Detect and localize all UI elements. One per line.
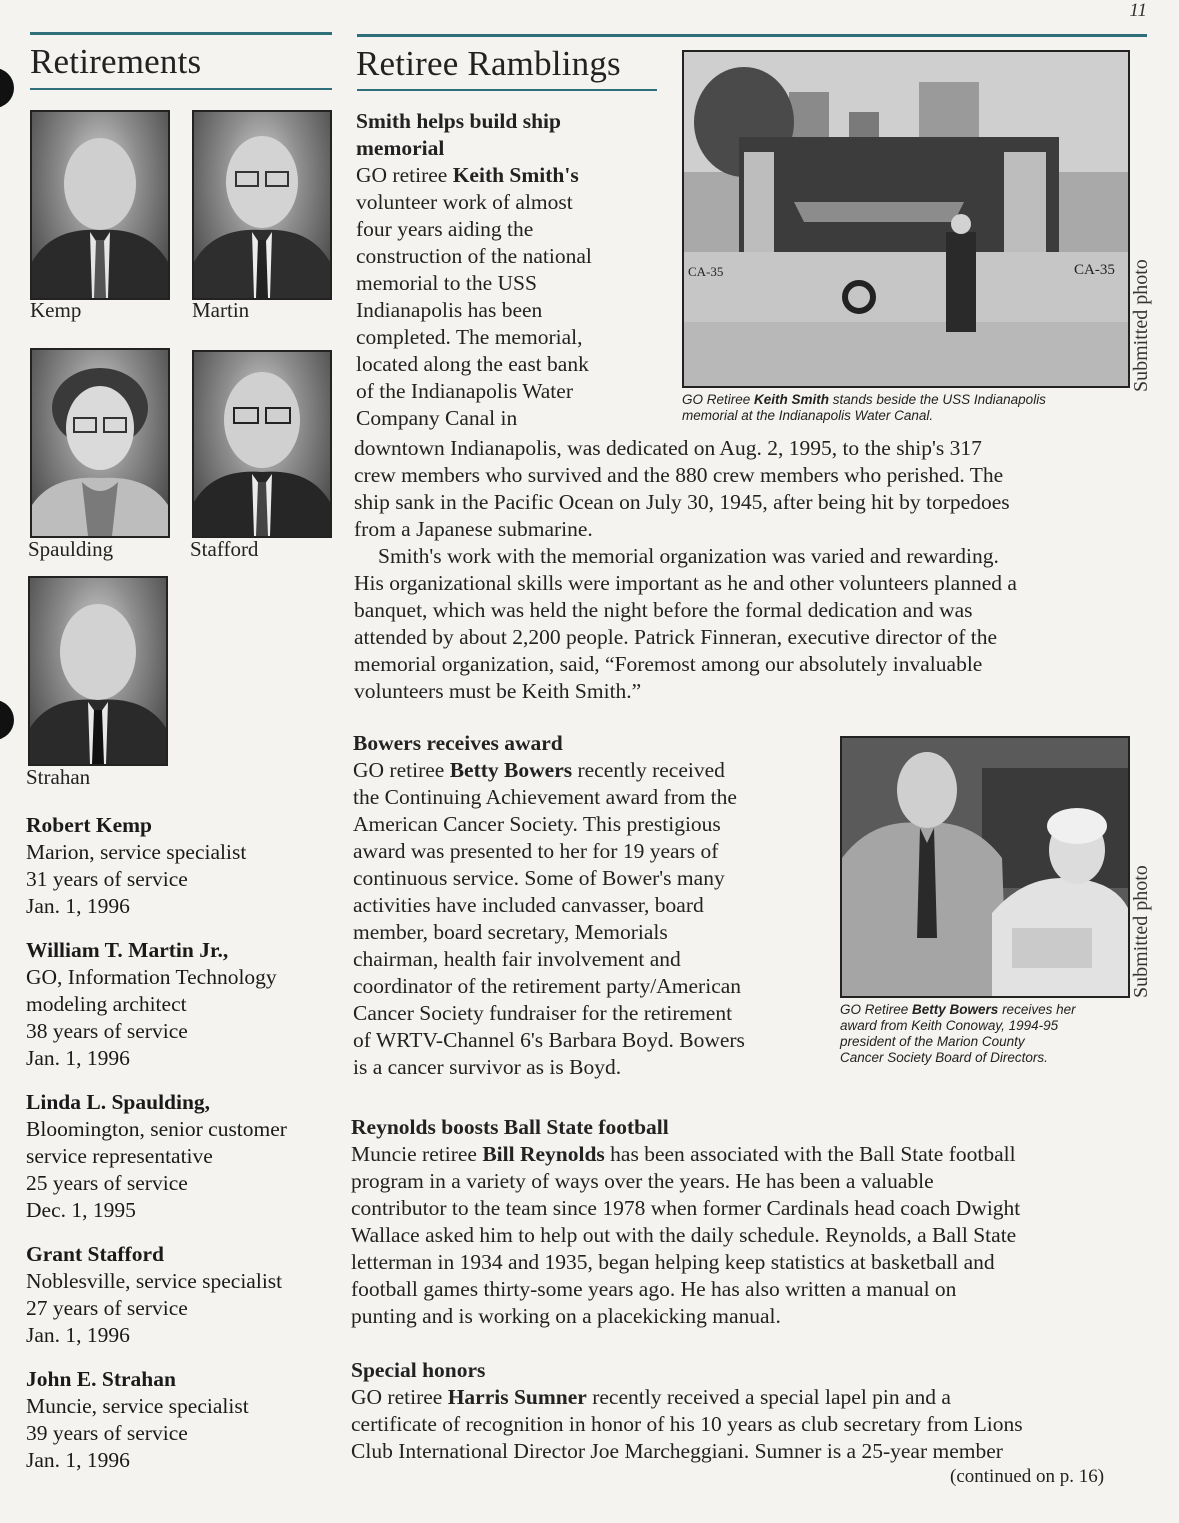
caption-text: memorial at the Indianapolis Water Canal.: [682, 408, 934, 423]
article-line: [353, 757, 823, 784]
section-rule: [357, 34, 1147, 37]
page-number: 11: [1129, 0, 1147, 21]
article-line: attended by about 2,200 people. Patrick Finneran, executive director of the: [354, 625, 997, 649]
article-text: recently received a special lapel pin and a: [586, 1385, 951, 1409]
article-line: of the Indianapolis Water: [356, 379, 573, 403]
ramblings-title: Retiree Ramblings: [356, 44, 621, 83]
person-name: Keith Smith's: [452, 163, 579, 187]
retiree-detail: Jan. 1, 1996: [26, 1448, 130, 1472]
article-line: award was presented to her for 19 years of: [353, 839, 719, 863]
hull-label: CA-35: [688, 264, 724, 279]
article-line: [351, 1141, 1161, 1168]
person-name: Harris Sumner: [447, 1385, 587, 1409]
retiree-name: John E. Strahan: [26, 1367, 176, 1391]
reynolds-headline: Reynolds boosts Ball State football: [351, 1115, 669, 1139]
portrait-caption: Spaulding: [28, 537, 114, 561]
retiree-detail: Noblesville, service specialist: [26, 1269, 283, 1293]
article-line: chairman, health fair involvement and: [353, 947, 681, 971]
article-line: of WRTV-Channel 6's Barbara Boyd. Bowers: [353, 1028, 745, 1052]
retirements-title: Retirements: [30, 42, 202, 81]
continued-note[interactable]: (continued on p. 16): [950, 1466, 1105, 1487]
retiree-detail: 31 years of service: [26, 867, 188, 891]
person-name: Bill Reynolds: [482, 1142, 605, 1166]
article-line: football games thirty-some years ago. He has also written a manual on: [351, 1277, 957, 1301]
portrait-strahan: [28, 576, 168, 766]
article-text: Muncie retiree: [351, 1142, 483, 1166]
article-line: downtown Indianapolis, was dedicated on Aug. 2, 1995, to the ship's 317: [354, 436, 982, 460]
photo-caption: [840, 1002, 1130, 1066]
article-line: American Cancer Society. This prestigious: [353, 812, 721, 836]
bowers-article: [353, 730, 823, 1081]
retiree-detail: Jan. 1, 1996: [26, 1046, 130, 1070]
section-rule: [357, 89, 657, 91]
retiree-name: Linda L. Spaulding,: [26, 1090, 211, 1114]
retiree-entry: [26, 1089, 336, 1224]
article-line: contributor to the team since 1978 when former Cardinals head coach Dwight: [351, 1196, 1021, 1220]
caption-text: award from Keith Conoway, 1994-95: [840, 1018, 1059, 1033]
smith-article: [356, 108, 676, 432]
article-line: construction of the national: [356, 244, 592, 268]
article-text: GO retiree: [353, 758, 450, 782]
portrait-spaulding: [30, 348, 170, 538]
portrait-caption: Strahan: [26, 765, 91, 789]
smith-headline: memorial: [356, 136, 445, 160]
article-line: letterman in 1934 and 1935, began helping keep statistics at basketball and: [351, 1250, 995, 1274]
caption-text: receives her: [998, 1002, 1076, 1017]
article-line: [351, 1384, 1161, 1411]
smith-headline: Smith helps build ship: [356, 109, 561, 133]
caption-text: GO Retiree: [682, 392, 755, 407]
portrait-kemp: [30, 110, 170, 300]
article-line: is a cancer survivor as is Boyd.: [353, 1055, 622, 1079]
article-line: completed. The memorial,: [356, 325, 583, 349]
article-line: activities have included canvasser, board: [353, 893, 704, 917]
retiree-detail: Bloomington, senior customer: [26, 1117, 287, 1141]
article-line: His organizational skills were important as he and other volunteers planned a: [354, 571, 1017, 595]
retiree-entry: [26, 937, 336, 1072]
article-line: volunteer work of almost: [356, 190, 573, 214]
retiree-detail: Muncie, service specialist: [26, 1394, 249, 1418]
retiree-detail: Jan. 1, 1996: [26, 1323, 130, 1347]
retiree-entry: [26, 1241, 336, 1349]
article-line: from a Japanese submarine.: [354, 517, 593, 541]
portrait-caption: Martin: [192, 298, 250, 322]
portrait-martin: [192, 110, 332, 300]
photo-credit: Submitted photo: [1130, 259, 1152, 392]
retiree-detail: GO, Information Technology: [26, 965, 277, 989]
award-photo: [840, 736, 1130, 998]
article-line: the Continuing Achievement award from the: [353, 785, 737, 809]
retiree-entry: [26, 1366, 336, 1474]
hull-label: CA-35: [1074, 262, 1115, 278]
binder-hole: [0, 700, 14, 740]
article-line: [356, 162, 676, 189]
article-text: GO retiree: [356, 163, 453, 187]
article-line: punting and is working on a placekicking manual.: [351, 1304, 781, 1328]
article-line: member, board secretary, Memorials: [353, 920, 668, 944]
photo-credit: Submitted photo: [1130, 865, 1152, 998]
retiree-detail: 25 years of service: [26, 1171, 188, 1195]
retiree-name: Robert Kemp: [26, 813, 152, 837]
retiree-name: William T. Martin Jr.,: [26, 938, 229, 962]
memorial-photo: [682, 50, 1130, 388]
article-line: volunteers must be Keith Smith.”: [354, 679, 642, 703]
retiree-detail: service representative: [26, 1144, 213, 1168]
article-line: Company Canal in: [356, 406, 518, 430]
article-line: memorial to the USS: [356, 271, 537, 295]
article-line: program in a variety of ways over the years. He has been a valuable: [351, 1169, 934, 1193]
article-line: located along the east bank: [356, 352, 589, 376]
caption-name: Betty Bowers: [912, 1002, 999, 1017]
retiree-detail: Dec. 1, 1995: [26, 1198, 136, 1222]
honors-article: [351, 1357, 1161, 1465]
retiree-detail: Jan. 1, 1996: [26, 894, 130, 918]
person-name: Betty Bowers: [449, 758, 573, 782]
article-line: certificate of recognition in honor of his 10 years as club secretary from Lions: [351, 1412, 1023, 1436]
article-line: continuous service. Some of Bower's many: [353, 866, 725, 890]
article-line: Indianapolis has been: [356, 298, 543, 322]
article-line: crew members who survived and the 880 crew members who perished. The: [354, 463, 1004, 487]
section-rule: [30, 88, 332, 90]
retiree-detail: 27 years of service: [26, 1296, 188, 1320]
photo-caption: [682, 392, 1122, 424]
article-line: coordinator of the retirement party/American: [353, 974, 742, 998]
caption-name: Keith Smith: [754, 392, 830, 407]
retiree-detail: Marion, service specialist: [26, 840, 247, 864]
honors-headline: Special honors: [351, 1358, 486, 1382]
retiree-detail: 38 years of service: [26, 1019, 188, 1043]
smith-article-continued: [354, 435, 1154, 705]
caption-text: Cancer Society Board of Directors.: [840, 1050, 1048, 1065]
binder-hole: [0, 68, 14, 108]
portrait-caption: Stafford: [190, 537, 259, 561]
article-line: Cancer Society fundraiser for the retirement: [353, 1001, 733, 1025]
article-line: ship sank in the Pacific Ocean on July 30, 1945, after being hit by torpedoes: [354, 490, 1010, 514]
article-line: four years aiding the: [356, 217, 534, 241]
article-line: Wallace asked him to help out with the daily schedule. Reynolds, a Ball State: [351, 1223, 1017, 1247]
bowers-headline: Bowers receives award: [353, 731, 563, 755]
article-line: Smith's work with the memorial organization was varied and rewarding.: [378, 544, 999, 568]
section-rule: [30, 32, 332, 35]
article-line: memorial organization, said, “Foremost among our absolutely invaluable: [354, 652, 983, 676]
portrait-stafford: [192, 350, 332, 538]
caption-text: stands beside the USS Indianapolis: [829, 392, 1046, 407]
retiree-name: Grant Stafford: [26, 1242, 164, 1266]
article-text: has been associated with the Ball State football: [604, 1142, 1016, 1166]
portrait-caption: Kemp: [30, 298, 82, 322]
article-text: recently received: [572, 758, 725, 782]
article-text: GO retiree: [351, 1385, 448, 1409]
article-line: banquet, which was held the night before the formal dedication and was: [354, 598, 973, 622]
caption-text: GO Retiree: [840, 1002, 913, 1017]
retiree-entry: [26, 812, 336, 920]
caption-text: president of the Marion County: [840, 1034, 1025, 1049]
retiree-detail: 39 years of service: [26, 1421, 188, 1445]
retiree-detail: modeling architect: [26, 992, 187, 1016]
reynolds-article: [351, 1114, 1161, 1330]
article-line: Club International Director Joe Marcheggiani. Sumner is a 25-year member: [351, 1439, 1003, 1463]
